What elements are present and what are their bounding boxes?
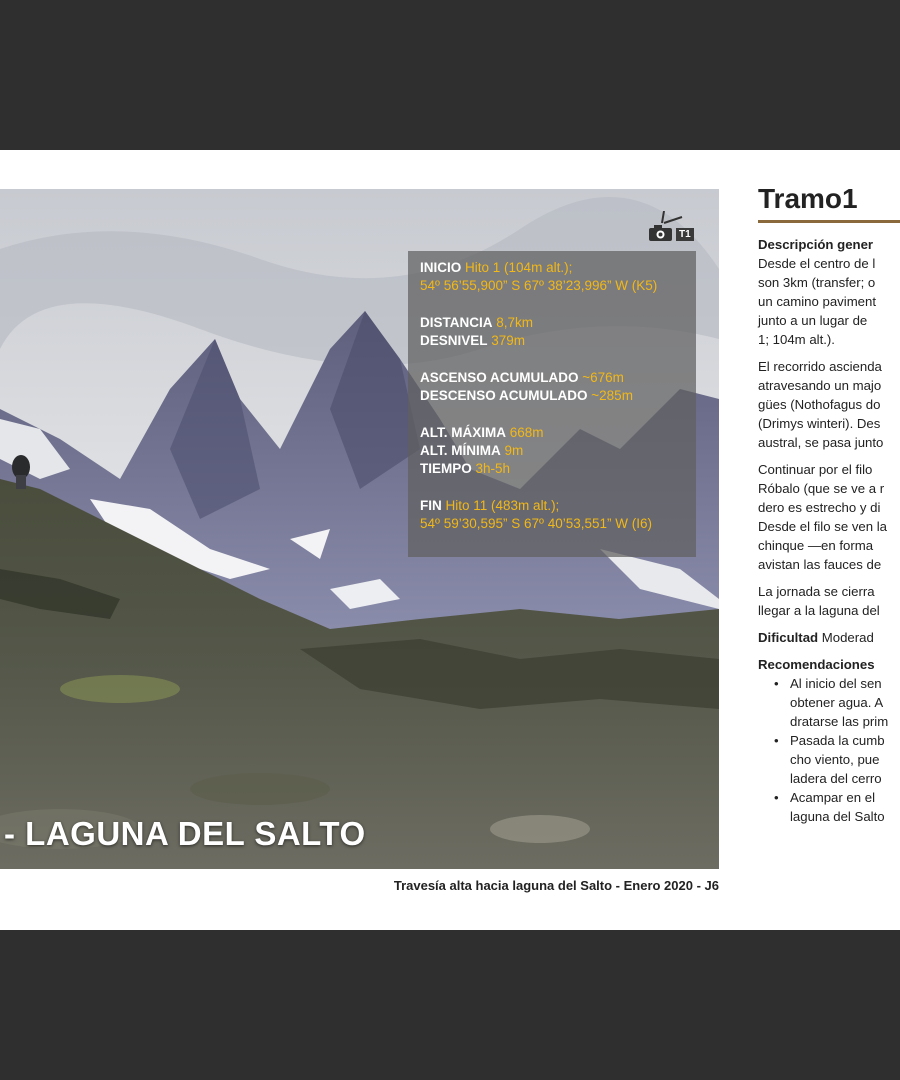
descenso-value: ~285m <box>591 388 633 403</box>
distancia-value: 8,7km <box>496 315 534 330</box>
accumulated-group <box>420 369 684 405</box>
desc-line: Desde el centro de l <box>758 256 876 271</box>
desnivel-value: 379m <box>491 333 526 348</box>
ridge-paragraph <box>758 460 900 574</box>
tiempo-label: TIEMPO <box>420 461 472 476</box>
desnivel-label: DESNIVEL <box>420 333 488 348</box>
rec-line: obtener agua. A <box>790 695 884 710</box>
inicio-coord: 54º 56’55,900” S 67º 38’23,996” W (K5) <box>420 278 658 293</box>
rec-line: cho viento, pue <box>790 752 880 767</box>
p3-line: Róbalo (que se ve a r <box>758 481 885 496</box>
ascenso-label: ASCENSO ACUMULADO <box>420 370 579 385</box>
difficulty-label: Dificultad <box>758 630 819 645</box>
recommendation-item <box>772 731 900 788</box>
desc-line: son 3km (transfer; o <box>758 275 876 290</box>
inicio-value: Hito 1 (104m alt.); <box>465 260 573 275</box>
fin-label: FIN <box>420 498 442 513</box>
route-stats-box <box>408 251 696 557</box>
rec-line: ladera del cerro <box>790 771 882 786</box>
altmax-value: 668m <box>509 425 544 440</box>
rec-line: • Al inicio del sen <box>790 676 882 691</box>
fin-value: Hito 11 (483m alt.); <box>445 498 560 513</box>
p2-line: gües (Nothofagus do <box>758 397 881 412</box>
difficulty-line <box>758 628 900 647</box>
distance-group <box>420 314 684 350</box>
rec-line: • Acampar en el <box>790 790 876 805</box>
heading-rule <box>758 220 900 223</box>
difficulty-value: Moderad <box>821 630 874 645</box>
p2-line: (Drimys winteri). Des <box>758 416 881 431</box>
desc-line: un camino paviment <box>758 294 877 309</box>
p4-line: llegar a la laguna del <box>758 603 880 618</box>
description-paragraph <box>758 235 900 349</box>
p3-line: Continuar por el filo <box>758 462 873 477</box>
distancia-label: DISTANCIA <box>420 315 493 330</box>
p3-line: chinque —en forma <box>758 538 874 553</box>
descenso-label: DESCENSO ACUMULADO <box>420 388 588 403</box>
camera-badge <box>648 211 696 243</box>
p2-line: El recorrido ascienda <box>758 359 882 374</box>
inicio-group <box>420 259 684 295</box>
altmax-label: ALT. MÁXIMA <box>420 425 506 440</box>
photo-caption: Travesía alta hacia laguna del Salto - Enero 2020 - J6 <box>393 878 719 893</box>
altmin-label: ALT. MÍNIMA <box>420 443 501 458</box>
fin-coord: 54º 59’30,595” S 67º 40’53,551” W (I6) <box>420 516 652 531</box>
p2-line: austral, se pasa junto <box>758 435 884 450</box>
altitude-group <box>420 424 684 478</box>
recommendations-title: Recomendaciones <box>758 657 875 672</box>
ascenso-value: ~676m <box>582 370 624 385</box>
desc-line: junto a un lugar de <box>758 313 868 328</box>
tiempo-value: 3h-5h <box>475 461 511 476</box>
desc-line: 1; 104m alt.). <box>758 332 835 347</box>
mountain-photo <box>0 189 719 869</box>
fin-group <box>420 497 684 533</box>
p3-line: Desde el filo se ven la <box>758 519 888 534</box>
p3-line: avistan las fauces de <box>758 557 882 572</box>
rec-line: • Pasada la cumb <box>790 733 885 748</box>
rec-line: dratarse las prim <box>790 714 889 729</box>
section-heading: Tramo1 <box>758 183 858 214</box>
inicio-label: INICIO <box>420 260 462 275</box>
altmin-value: 9m <box>504 443 524 458</box>
recommendation-item <box>772 674 900 731</box>
p3-line: dero es estrecho y di <box>758 500 881 515</box>
recommendations-list <box>758 674 900 826</box>
text-column <box>758 182 900 826</box>
t1-badge: T1 <box>676 228 694 241</box>
recommendation-item <box>772 788 900 826</box>
p2-line: atravesando un majo <box>758 378 882 393</box>
p4-line: La jornada se cierra <box>758 584 875 599</box>
route-paragraph <box>758 357 900 452</box>
closing-paragraph <box>758 582 900 620</box>
page <box>0 150 900 930</box>
description-title: Descripción gener <box>758 237 874 252</box>
photo-title: - LAGUNA DEL SALTO <box>4 815 366 852</box>
rec-line: laguna del Salto <box>790 809 885 824</box>
